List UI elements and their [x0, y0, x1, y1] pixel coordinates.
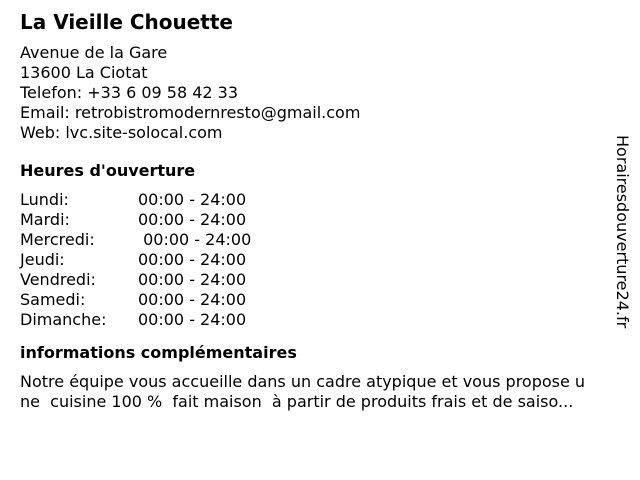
address-city: 13600 La Ciotat — [20, 63, 148, 82]
hours-day: Vendredi: — [20, 270, 96, 289]
business-name: La Vieille Chouette — [20, 10, 233, 34]
hours-time: 00:00 - 24:00 — [138, 290, 247, 309]
info-heading: informations complémentaires — [20, 343, 297, 362]
info-line-2: ne cuisine 100 % fait maison à partir de produits frais et de saiso... — [20, 392, 574, 411]
email-address[interactable]: Email: retrobistromodernresto@gmail.com — [20, 103, 361, 122]
site-watermark: Horairesdouverture24.fr — [613, 135, 632, 329]
hours-table — [20, 190, 620, 330]
hours-day: Samedi: — [20, 290, 86, 309]
address-street: Avenue de la Gare — [20, 43, 168, 62]
hours-row-samedi — [20, 290, 620, 310]
hours-day: Dimanche: — [20, 310, 107, 329]
info-line-1: Notre équipe vous accueille dans un cadre atypique et vous propose u — [20, 372, 586, 391]
info-description — [20, 372, 620, 412]
hours-row-vendredi — [20, 270, 620, 290]
hours-heading: Heures d'ouverture — [20, 161, 196, 180]
hours-day: Lundi: — [20, 190, 69, 209]
hours-row-mercredi — [20, 230, 620, 250]
hours-time: 00:00 - 24:00 — [138, 210, 247, 229]
hours-row-lundi — [20, 190, 620, 210]
hours-day: Jeudi: — [20, 250, 65, 269]
hours-time: 00:00 - 24:00 — [138, 230, 252, 249]
contact-block — [20, 43, 620, 143]
business-card — [20, 10, 620, 412]
website-link[interactable]: Web: lvc.site-solocal.com — [20, 123, 223, 142]
hours-time: 00:00 - 24:00 — [138, 250, 247, 269]
hours-row-dimanche — [20, 310, 620, 330]
hours-row-mardi — [20, 210, 620, 230]
hours-day: Mercredi: — [20, 230, 95, 249]
hours-time: 00:00 - 24:00 — [138, 310, 247, 329]
hours-time: 00:00 - 24:00 — [138, 190, 247, 209]
hours-row-jeudi — [20, 250, 620, 270]
hours-time: 00:00 - 24:00 — [138, 270, 247, 289]
hours-day: Mardi: — [20, 210, 70, 229]
phone-number[interactable]: Telefon: +33 6 09 58 42 33 — [20, 83, 239, 102]
